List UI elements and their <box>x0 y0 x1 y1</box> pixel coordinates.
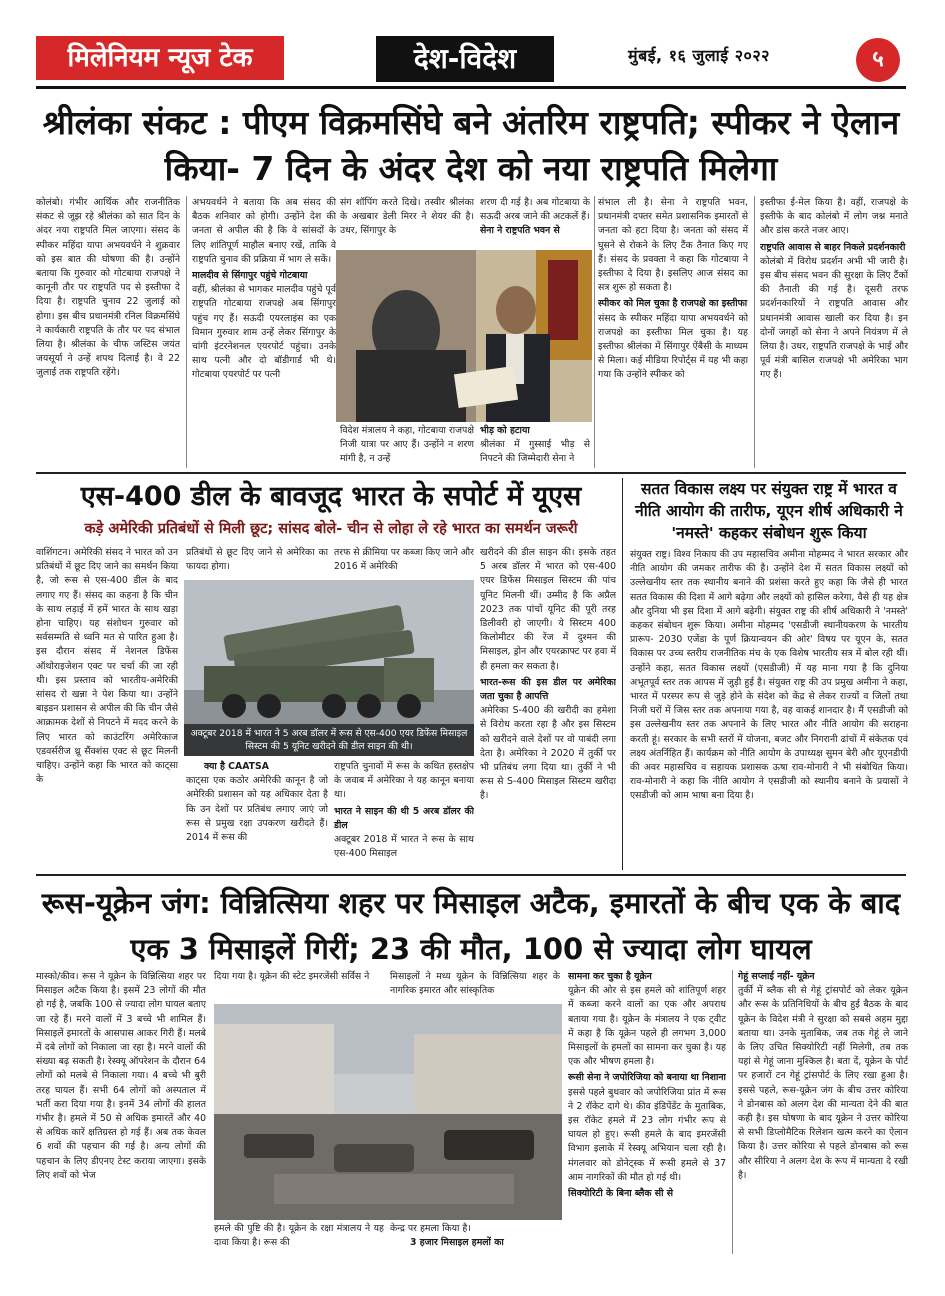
story2-column-1 <box>36 546 178 868</box>
story1-col5b-text: संसद के स्पीकर महिंदा यापा अभयवर्धने को राजपक्षे का इस्तीफा मिल चुका है। यह इस्तीफा श्रीलंका में सिंगापुर ऐंबैसी के माध्यम से मिला। कई मीडिया रिपोर्ट्स में यह भी कहा गया कि उन्होंने स्पीकर को <box>598 312 748 381</box>
story2-column-2 <box>186 760 328 868</box>
story2-column-3 <box>334 760 474 868</box>
story1-column-5 <box>598 196 748 468</box>
story4-col2-top-text: दिया गया है। यूक्रेन की स्टेट इमरजेंसी सर्विस ने <box>214 971 370 982</box>
ceremony-photo-illustration <box>336 250 592 422</box>
column-divider <box>622 478 623 870</box>
story3-body-text: संयुक्त राष्ट्र। विश्व निकाय की उप महासचिव अमीना मोहम्मद ने भारत सरकार और नीति आयोग की जमकर तारीफ की है। उन्होंने देश में सतत विकास लक्ष्यों को उल्लेखनीय स्तर तक स्थानीय बनाने की प्रशंसा करते हुए कहा कि जैसे ही भारत सतत विकास की दिशा में आगे बढ़ेगा और लक्ष्यों को हासिल करेगा, वैसे ही यह क्षेत्र और दुनिया भी इस दिशा में आगे बढ़ेगी। संयुक्त राष्ट्र की शीर्ष अधिकारी ने 'नमस्ते' कहकर संबोधन शुरू किया। अमीना मोहम्मद 'एसडीजी स्थानीयकरण के भारतीय प्रारूप- 2030 एजेंडा के पूर्ण क्रियान्वयन की ओर' विषय पर यूएन के, सतत विकास पर उच्च स्तरीय राजनीतिक मंच के एक विशेष भारतीय सत्र में बोल रही थीं। उन्होंने कहा, सतत विकास लक्ष्यों (एसडीजी) में यह माना गया है कि दुनिया अभूतपूर्व स्तर तक आपस में जुड़ी हुई है। संयुक्त राष्ट्र की उप प्रमुख अमीना ने कहा, भारत में परस्पर रूप से जुड़े होने के संदेश को केंद्र से लेकर राज्यों व जिलों तथा निजी घरों में जिस स्तर तक अपनाया गया है, वह वाकई शानदार है। मैं एसडीजी को इस उल्लेखनीय स्तर तक अपनाने के लिए भारत और नीति आयोग की सराहना करती हूं। सरकार के सभी स्तरों में योजना, बजट और निगरानी ढांचों में संकेतक एवं लक्ष्य अंतर्निहित हैं। कार्यक्रम को नीति आयोग के उपाध्यक्ष सुमन बेरी और यूएनडीपी की अवर महासचिव व सहायक प्रशासक ऊषा राव-मोनारी ने भी संबोधित किया। राव-मोनारी ने कहा कि नीति आयोग ने एसडीजी को स्थानीय बनाने के प्रयासों ने एसडीजी को आम भाषा बना दिया है। <box>630 549 908 802</box>
story1-col6-text: इस्तीफा ई-मेल किया है। वहीं, राजपक्षे के इस्तीफे के बाद कोलंबो में लोग जश्न मनाते और डांस करते नजर आए। <box>760 197 908 237</box>
story4-column-1 <box>36 970 206 1254</box>
story4-col3-top-text: मिसाइलों ने मध्य यूक्रेन के विन्नित्सिया शहर के नागरिक इमारत और सांस्कृतिक <box>390 971 560 997</box>
story4-column-2-bottom <box>214 1222 384 1254</box>
story4-col4b-text: इससे पहले बुधवार को जपोरिजिया प्रांत में रूस ने 2 रॉकेट दागे थे। कीव इंडिपेंडेंट के मुताबिक, इस रॉकेट हमले में 23 लोग गंभीर रूप से घायल हो हुए। रूसी हमले के बाद इमरजेंसी विभाग इलाके में रेस्क्यू अभियान चला रही है। मंगलवार को डोनेट्स्क में रूसी हमले से 37 आम नागरिकों की मौत हो गई थी। <box>568 1086 726 1183</box>
masthead-rule <box>36 86 906 89</box>
story4-headline: रूस-यूक्रेन जंग: विन्नित्सिया शहर पर मिसाइल अटैक, इमारतों के बीच एक के बाद एक 3 मिसाइलें गिरीं; 23 की मौत, 100 से ज्यादा लोग घायल <box>41 886 901 966</box>
story1-col5-subhead: स्पीकर को मिल चुका है राजपक्षे का इस्तीफा <box>598 298 748 310</box>
story2-col3-subhead: भारत ने साइन की थी 5 अरब डॉलर की डील <box>334 805 474 831</box>
story2-photo <box>184 580 474 756</box>
story4-col4-subhead: रूसी सेना ने जपोरिजिया को बनाया था निशाना <box>568 1072 726 1084</box>
section-title: देश-विदेश <box>376 36 554 82</box>
story4-column-5 <box>738 970 908 1254</box>
page-number-badge: ५ <box>856 38 900 82</box>
section-divider <box>36 472 906 474</box>
story2-col2-top-text: प्रतिबंधों से छूट दिए जाने से अमेरिका का फायदा होगा। <box>186 547 328 573</box>
issue-date: मुंबई, १६ जुलाई २०२२ <box>628 46 770 65</box>
story1-col2-subhead: मालदीव से सिंगापुर पहुंचे गोटबाया <box>192 270 308 282</box>
story2-col1-text: वाशिंगटन। अमेरिकी संसद ने भारत को उन प्रतिबंधों में छूट दिए जाने का समर्थन किया है, जो रूस से एस-400 डील के बाद लगाए गए हैं। संसद का कहना है कि चीन के साथ लड़ाई में हमें भारत के साथ खड़ा होना चाहिए। यह संशोधन गुरुवार को सर्वसम्मति से ध्वनि मत से पारित हुआ है। इस दौरान संसद में नेशनल डिफेंस ऑथोराइजेशन एक्ट पर चर्चा की जा रही थी। इस प्रस्ताव को भारतीय-अमेरिकी सांसद रो खन्ना ने पेश किया था। उन्होंने बाइडन प्रशासन से अपील की कि चीन जैसे आक्रामक देशों से निपटने में मदद करने के लिए भारत को काउंटरिंग अमेरिकाज एडवर्सरीज थ्रू सैंक्शंस एक्ट से छूट मिलनी चाहिए। उन्होंने कहा कि भारत को काट्सा के <box>36 547 178 786</box>
story3-headline: सतत विकास लक्ष्य पर संयुक्त राष्ट्र में भारत व नीति आयोग की तारीफ, यूएन शीर्ष अधिकारी ने 'नमस्ते' कहकर संबोधन शुरू किया <box>635 480 903 542</box>
story1-photo <box>336 250 592 422</box>
story2-col4-subhead: भारत-रूस की इस डील पर अमेरिका जता चुका है आपत्ति <box>480 676 616 703</box>
story4-col5-subhead: गेहूं सप्लाई नहीं- यूक्रेन <box>738 971 815 982</box>
story4-photo <box>214 1004 562 1220</box>
story2-col4-text: खरीदने की डील साइन की। इसके तहत 5 अरब डॉलर में भारत को एस-400 एयर डिफेंस मिसाइल सिस्टम की पांच यूनिट मिलनी थीं। उम्मीद है कि अप्रैल 2023 तक पांचों यूनिट की पूरी तरह डिलीवरी हो जाएगी। ये सिस्टम 400 किलोमीटर की रेंज में दुश्मन की मिसाइल, ड्रोन और एयरक्राफ्ट पर हवा में ही हमला कर सकता है। <box>480 547 616 672</box>
story1-column-1 <box>36 196 180 468</box>
story1-headline: श्रीलंका संकट : पीएम विक्रमसिंघे बने अंतरिम राष्ट्रपति; स्पीकर ने ऐलान किया- 7 दिन के अंदर देश को नया राष्ट्रपति मिलेगा <box>42 103 900 188</box>
story1-col4-bottom-text: श्रीलंका में गुस्साई भीड़ से निपटने की जिम्मेदारी सेना ने <box>480 439 590 465</box>
column-divider <box>732 970 733 1254</box>
story1-col5-text: संभाल ली है। सेना ने राष्ट्रपति भवन, प्रधानमंत्री दफ्तर समेत प्रशासनिक इमारतों से जनता को हटा दिया है। जनता को संसद में घुसने से रोकने के लिए टैंक तैनात किए गए हैं। संसद के प्रवक्ता ने कहा कि गोटबाया ने इस्तीफा दे दिया है। इसलिए आज संसद का सत्र शुरू हो सकता है। <box>598 197 748 294</box>
story4-column-2-top <box>214 970 384 1000</box>
story2-col4b-text: अमेरिका S-400 की खरीदी का हमेशा से विरोध करता रहा है और इस सिस्टम को खरीदने वाले देशों पर वो पाबंदी लगा देता है। अमेरिका ने 2020 में तुर्की पर भी प्रतिबंध लगा दिया था। तुर्की ने भी रूस से S-400 मिसाइल सिस्टम खरीदा है। <box>480 705 616 802</box>
story2-col2b-text: काट्सा एक कठोर अमेरिकी कानून है जो अमेरिकी प्रशासन को यह अधिकार देता है कि उन देशों पर प्रतिबंध लगाए जाएं जो रूस से प्रमुख रक्षा उपकरण खरीदते हैं। 2014 में रूस की <box>186 775 328 844</box>
story4-column-3-top <box>390 970 560 1000</box>
story4-col5-text: तुर्की में ब्लैक सी से गेहूं ट्रांसपोर्ट को लेकर यूक्रेन और रूस के प्रतिनिधियों के बीच हुई बैठक के बाद यूक्रेन के विदेश मंत्री ने सुरक्षा को सबसे अहम मुद्दा बताया था। उनके मुताबिक, जब तक गेहूं ले जाने के लिए उचित सिक्योरिटी नहीं मिलेगी, तब तक यहां से गेहूं जाना मुश्किल है। बता दें, यूक्रेन के पोर्ट पर हजारों टन गेहूं ट्रांसपोर्ट के लिए रखा हुआ है। इससे पहले, रूस-यूक्रेन जंग के बीच उत्तर कोरिया ने डोनबास को अलग देश की मान्यता देने की बात कही है। इस घोषणा के बाद यूक्रेन ने उत्तर कोरिया से सभी डिप्लोमैटिक रिलेशन खत्म करने का ऐलान किया है। उत्तर कोरिया से पहले डोनबास को रूस और सीरिया ने अलग देश के रूप में मान्यता दे रखी है। <box>738 985 908 1181</box>
story1-col6b-text: कोलंबो में विरोध प्रदर्शन अभी भी जारी है। इस बीच संसद भवन की सुरक्षा के लिए टैंकों की तैनाती की गई है। दूसरी तरफ प्रदर्शनकारियों ने राष्ट्रपति आवास और प्रधानमंत्री आवास खाली कर दिया है। इन दोनों जगहों को सेना ने अपने नियंत्रण में ले लिया है। उधर, राष्ट्रपति राजपक्षे के भाई और पूर्व मंत्री बासिल राजपक्षे भी अमेरिका भाग गए हैं। <box>760 255 908 381</box>
story4-col4-text: यूक्रेन की ओर से इस हमले को शांतिपूर्ण शहर में कब्जा करने वालों का एक और अपराध बताया गया है। यूक्रेन के मंत्रालय ने एक ट्वीट में कहा है कि यूक्रेन पहले ही लगभग 3,000 मिसाइलों के हमलों का सामना कर चुका है। यह एक और भीषण हमला है। <box>568 985 726 1068</box>
story1-column-4-bottom <box>480 424 590 470</box>
story2-column-4 <box>480 546 616 868</box>
section-divider <box>36 874 906 876</box>
story1-col3-top-text: संग शॉपिंग करते दिखे। तस्वीर श्रीलंका के अखबार डेली मिरर ने शेयर की है।उधर, सिंगापुर के <box>340 197 474 237</box>
story3-body <box>630 548 908 868</box>
story1-col4-subhead: सेना ने राष्ट्रपति भवन से <box>480 225 560 237</box>
story1-column-2 <box>192 196 336 468</box>
story4-column-3-bottom <box>390 1222 562 1254</box>
story2-column-3-top <box>334 546 474 576</box>
story1-col4-bottom-subhead: भीड़ को हटाया <box>480 425 530 436</box>
story4-col3-bottom-text: केन्द्र पर हमला किया है। <box>390 1223 471 1234</box>
story1-col6-subhead: राष्ट्रपति आवास से बाहर निकले प्रदर्शनकारी <box>760 241 906 253</box>
story4-col4-subhead-2: सिक्योरिटी के बिना ब्लैक सी से <box>568 1188 674 1200</box>
story2-col3-top-text: तरफ से क्रीमिया पर कब्जा किए जाने और 2016 में अमेरिकी <box>334 547 474 573</box>
story1-column-3-top <box>340 196 474 248</box>
story1-column-3-bottom <box>340 424 474 470</box>
column-divider <box>186 196 187 468</box>
story1-col4-top-text: शरण दी गई है। अब गोटबाया के सऊदी अरब जाने की अटकलें हैं। <box>480 197 590 223</box>
column-divider <box>754 196 755 468</box>
story2-headline: एस-400 डील के बावजूद भारत के सपोर्ट में यूएस <box>80 481 582 512</box>
story4-col1-text: मास्को/कीव। रूस ने यूक्रेन के विन्नित्सिया शहर पर मिसाइल अटैक किया है। इसमें 23 लोगों की मौत हो गई है, जबकि 100 से ज्यादा लोग घायल बताए जा रहे हैं। मरने वालों में 3 बच्चे भी शामिल हैं। मिसाइलें इमारतों के आसपास आकर गिरी हैं। मलबे में दबे लोगों को निकाला जा रहा है। मरने वालों की संख्या बढ़ सकती है। रेस्क्यू ऑपरेशन के दौरान 64 लोगों को मलबे से निकाला गया। 4 बच्चे भी बुरी तरह घायल हैं। सभी 64 लोगों को अस्पताल में भर्ती करा दिया गया है। इनमें 34 लोगों की हालत गंभीर है। हमले में 50 से अधिक इमारतें और 40 से अधिक कारें क्षतिग्रस्त हो गई हैं। अब तक केवल 6 शवों की पहचान की गई है। अन्य लोगों की पहचान के लिए डीएनए टेस्ट कराया जाएगा। इसके लिए शवों को भेज <box>36 971 206 1181</box>
paper-name: मिलेनियम न्यूज टेक <box>36 36 284 80</box>
story2-subheadline: कड़े अमेरिकी प्रतिबंधों से मिली छूट; सांसद बोले- चीन से लोहा ले रहे भारत का समर्थन जरूरी <box>84 521 578 537</box>
story1-col2b-text: वहीं, श्रीलंका से भागकर मालदीव पहुंचे पूर्व राष्ट्रपति गोटबाया राजपक्षे अब सिंगापुर पहुंच गए हैं। सऊदी एयरलाइंस का एक विमान गुरुवार शाम उन्हें लेकर सिंगापुर के चांगी इंटरनेशनल एयरपोर्ट पहुंचा। उनके साथ पत्नी और दो बॉडीगार्ड भी थे। गोटबाया एयरपोर्ट पर पत्नी <box>192 284 336 381</box>
destroyed-street-photo-illustration <box>214 1004 562 1220</box>
story1-col1-text: कोलंबो। गंभीर आर्थिक और राजनीतिक संकट से जूझ रहे श्रीलंका को सात दिन के अंदर नया राष्ट्रपति मिल जाएगा। संसद के स्पीकर महिंदा यापा अभयवर्धने ने शुक्रवार को इस बात की घोषणा की है। उन्होंने बताया कि गुरुवार को गोटबाया राजपक्षे ने कानूनी तौर पर राष्ट्रपति पद से इस्तीफा दे दिया है। राष्ट्रपति चुनाव 22 जुलाई को होगा। इस बीच प्रधानमंत्री रनिल विक्रमसिंघे ने कार्यकारी राष्ट्रपति के तौर पर पद संभाल लिया है। श्रीलंका के चीफ जस्टिस जयंत जयसूर्या ने उन्हें शपथ दिलाई है। वे 22 जुलाई तक राष्ट्रपति रहेंगे। <box>36 197 180 379</box>
story1-col2-text: अभयवर्धने ने बताया कि अब संसद की बैठक शनिवार को होगी। उन्होंने देश की जनता से अपील की है कि वे सांसदों के लिए शांतिपूर्ण माहौल बनाए रखें, ताकि वे राष्ट्रपति चुनाव की प्रक्रिया में भाग ले सकें। <box>192 197 336 265</box>
masthead <box>0 0 945 88</box>
story1-column-6 <box>760 196 908 468</box>
story2-column-2-top <box>186 546 328 576</box>
story4-column-4 <box>568 970 726 1254</box>
story2-col3c-text: अक्टूबर 2018 में भारत ने रूस के साथ एस-400 मिसाइल <box>334 834 474 860</box>
story1-column-4-top <box>480 196 590 248</box>
story2-photo-caption: अक्टूबर 2018 में भारत ने 5 अरब डॉलर में रूस से एस-400 एयर डिफेंस मिसाइल सिस्टम की 5 यूनिट खरीदने की डील साइन की थी। <box>184 724 474 756</box>
column-divider <box>594 196 595 468</box>
story2-col2-subhead: क्या है CAATSA <box>204 761 269 772</box>
story2-col3b-text: राष्ट्रपति चुनावों में रूस के कथित हस्तक्षेप के जवाब में अमेरिका ने यह कानून बनाया था। <box>334 761 474 801</box>
story4-col3-bottom-subhead: 3 हजार मिसाइल हमलों का <box>410 1237 504 1249</box>
story1-col3-bottom-text: विदेश मंत्रालय ने कहा, गोटबाया राजपक्षे निजी यात्रा पर आए हैं। उन्होंने न शरण मांगी है, न उन्हें <box>340 425 474 465</box>
story4-col2-bottom-text: हमले की पुष्टि की है। यूक्रेन के रक्षा मंत्रालय ने यह दावा किया है। रूस की <box>214 1223 384 1249</box>
story4-col4-top-subhead: सामना कर चुका है यूक्रेन <box>568 971 652 982</box>
